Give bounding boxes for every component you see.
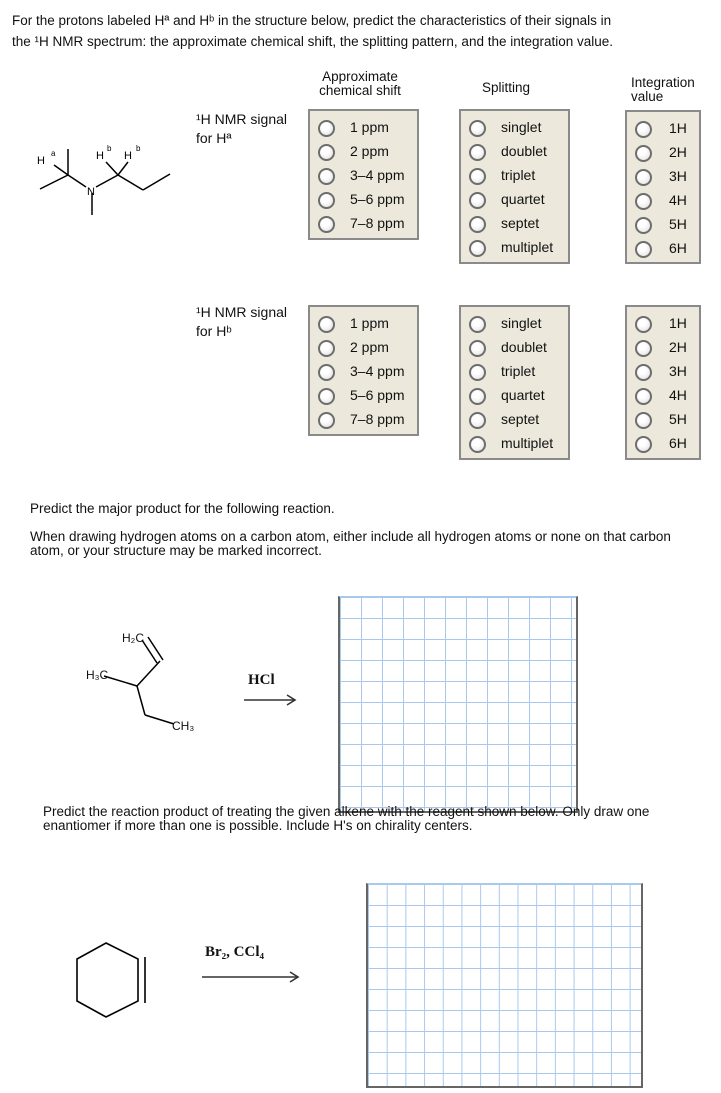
radio-label: 6H [669, 435, 687, 451]
radio-option[interactable] [461, 188, 568, 212]
column-header-integration: Integration value [631, 75, 695, 104]
radio-button[interactable] [318, 388, 335, 405]
radio-label: 6H [669, 240, 687, 256]
radio-label: multiplet [501, 239, 554, 255]
radio-label: 5–6 ppm [350, 387, 405, 403]
shift-options-b [308, 305, 419, 436]
radio-label: doublet [501, 339, 547, 355]
reagent-br2-ccl4: Br₂, CCl₄ [205, 944, 264, 960]
radio-option[interactable] [310, 140, 417, 164]
radio-label: septet [501, 411, 540, 427]
radio-option[interactable] [310, 116, 417, 140]
radio-option[interactable] [461, 408, 568, 432]
q2-prompt: Predict the major product for the following reaction. [30, 501, 335, 516]
column-header-shift: Approximate chemical shift [319, 69, 401, 98]
radio-button[interactable] [469, 216, 486, 233]
radio-label: 1H [669, 315, 687, 331]
radio-button[interactable] [318, 120, 335, 137]
radio-option[interactable] [627, 165, 699, 189]
radio-button[interactable] [635, 121, 652, 138]
radio-label: triplet [501, 167, 536, 183]
radio-option[interactable] [627, 237, 699, 261]
radio-button[interactable] [469, 316, 486, 333]
radio-option[interactable] [627, 213, 699, 237]
radio-label: singlet [501, 119, 542, 135]
radio-option[interactable] [461, 360, 568, 384]
radio-option[interactable] [310, 312, 417, 336]
ch3-label: CH₃ [172, 719, 195, 733]
reaction-arrow-icon [243, 693, 298, 707]
radio-option[interactable] [627, 360, 699, 384]
signal-b-label: ¹H NMR signal for Hᵇ [196, 304, 288, 339]
radio-button[interactable] [318, 168, 335, 185]
radio-button[interactable] [318, 144, 335, 161]
q2-note: When drawing hydrogen atoms on a carbon atom, either include all hydrogen atoms or none on that carbon atom, or your structure may be marked incorrect. [30, 529, 671, 558]
radio-button[interactable] [635, 217, 652, 234]
reaction-arrow-icon [201, 970, 301, 984]
radio-label: 1 ppm [350, 315, 389, 331]
radio-button[interactable] [318, 412, 335, 429]
radio-option[interactable] [310, 360, 417, 384]
radio-label: 5H [669, 216, 687, 232]
radio-button[interactable] [469, 340, 486, 357]
alkene-structure [80, 625, 220, 745]
radio-label: 5H [669, 411, 687, 427]
cyclohexene-structure [70, 935, 160, 1020]
radio-option[interactable] [461, 384, 568, 408]
radio-label: 4H [669, 192, 687, 208]
radio-button[interactable] [318, 364, 335, 381]
svg-text:b: b [136, 144, 141, 153]
radio-button[interactable] [469, 120, 486, 137]
radio-option[interactable] [310, 188, 417, 212]
radio-option[interactable] [461, 336, 568, 360]
radio-label: triplet [501, 363, 536, 379]
radio-label: 2H [669, 339, 687, 355]
radio-label: quartet [501, 387, 545, 403]
radio-button[interactable] [469, 240, 486, 257]
svg-text:b: b [107, 144, 112, 153]
radio-option[interactable] [627, 189, 699, 213]
radio-button[interactable] [469, 412, 486, 429]
svg-text:H: H [124, 150, 132, 162]
radio-option[interactable] [627, 384, 699, 408]
radio-button[interactable] [635, 340, 652, 357]
radio-button[interactable] [469, 364, 486, 381]
drawing-canvas-2[interactable] [366, 883, 643, 1088]
radio-label: 1 ppm [350, 119, 389, 135]
radio-option[interactable] [461, 164, 568, 188]
radio-button[interactable] [469, 192, 486, 209]
radio-option[interactable] [310, 212, 417, 236]
integration-options-a [625, 110, 701, 264]
radio-button[interactable] [635, 388, 652, 405]
radio-button[interactable] [635, 241, 652, 258]
radio-button[interactable] [635, 436, 652, 453]
radio-label: 5–6 ppm [350, 191, 405, 207]
radio-option[interactable] [461, 212, 568, 236]
prompt-line: the ¹H NMR spectrum: the approximate chemical shift, the splitting pattern, and the integration value. [12, 34, 614, 49]
radio-option[interactable] [310, 336, 417, 360]
radio-button[interactable] [635, 412, 652, 429]
radio-label: 3H [669, 168, 687, 184]
radio-option[interactable] [627, 141, 699, 165]
radio-label: 7–8 ppm [350, 411, 405, 427]
radio-label: doublet [501, 143, 547, 159]
h2c-label: H₂C [122, 631, 144, 645]
radio-option[interactable] [461, 236, 568, 260]
svg-text:N: N [87, 186, 95, 198]
radio-label: septet [501, 215, 540, 231]
h3c-label: H₃C [86, 668, 109, 682]
radio-option[interactable] [461, 312, 568, 336]
drawing-canvas-1[interactable] [338, 596, 578, 813]
svg-text:a: a [51, 149, 56, 158]
splitting-options-a [459, 109, 570, 264]
radio-button[interactable] [635, 364, 652, 381]
radio-button[interactable] [318, 316, 335, 333]
radio-button[interactable] [635, 145, 652, 162]
radio-button[interactable] [469, 436, 486, 453]
radio-option[interactable] [461, 140, 568, 164]
radio-label: 3–4 ppm [350, 363, 405, 379]
amine-structure [30, 135, 180, 225]
radio-label: 7–8 ppm [350, 215, 405, 231]
radio-label: quartet [501, 191, 545, 207]
radio-option[interactable] [627, 336, 699, 360]
reagent-hcl: HCl [248, 672, 275, 688]
radio-option[interactable] [627, 432, 699, 456]
radio-button[interactable] [318, 192, 335, 209]
radio-label: 4H [669, 387, 687, 403]
column-header-splitting: Splitting [482, 80, 531, 95]
radio-button[interactable] [318, 340, 335, 357]
radio-label: multiplet [501, 435, 554, 451]
radio-button[interactable] [635, 316, 652, 333]
q1-prompt [12, 10, 712, 52]
radio-button[interactable] [469, 388, 486, 405]
radio-label: 2 ppm [350, 339, 389, 355]
prompt-line: For the protons labeled Hª and Hᵇ in the structure below, predict the characteristics of their signals in [12, 13, 612, 28]
radio-option[interactable] [310, 384, 417, 408]
integration-options-b [625, 305, 701, 460]
radio-button[interactable] [318, 216, 335, 233]
radio-label: 3–4 ppm [350, 167, 405, 183]
svg-text:H: H [96, 150, 104, 162]
radio-button[interactable] [469, 168, 486, 185]
svg-text:H: H [37, 155, 45, 167]
radio-option[interactable] [627, 312, 699, 336]
radio-label: 3H [669, 363, 687, 379]
splitting-options-b [459, 305, 570, 460]
radio-label: singlet [501, 315, 542, 331]
signal-a-label: ¹H NMR signal for Hª [196, 111, 288, 146]
radio-option[interactable] [627, 408, 699, 432]
radio-button[interactable] [469, 144, 486, 161]
radio-button[interactable] [635, 169, 652, 186]
radio-label: 1H [669, 120, 687, 136]
radio-option[interactable] [310, 408, 417, 432]
q3-prompt: Predict the reaction product of treating the given alkene with the reagent shown below. Only draw one enantiomer if more than one is possible. Include H's on chirality centers. [43, 804, 650, 833]
radio-option[interactable] [310, 164, 417, 188]
shift-options-a [308, 109, 419, 240]
radio-label: 2H [669, 144, 687, 160]
radio-label: 2 ppm [350, 143, 389, 159]
radio-option[interactable] [461, 116, 568, 140]
radio-option[interactable] [461, 432, 568, 456]
radio-option[interactable] [627, 117, 699, 141]
radio-button[interactable] [635, 193, 652, 210]
